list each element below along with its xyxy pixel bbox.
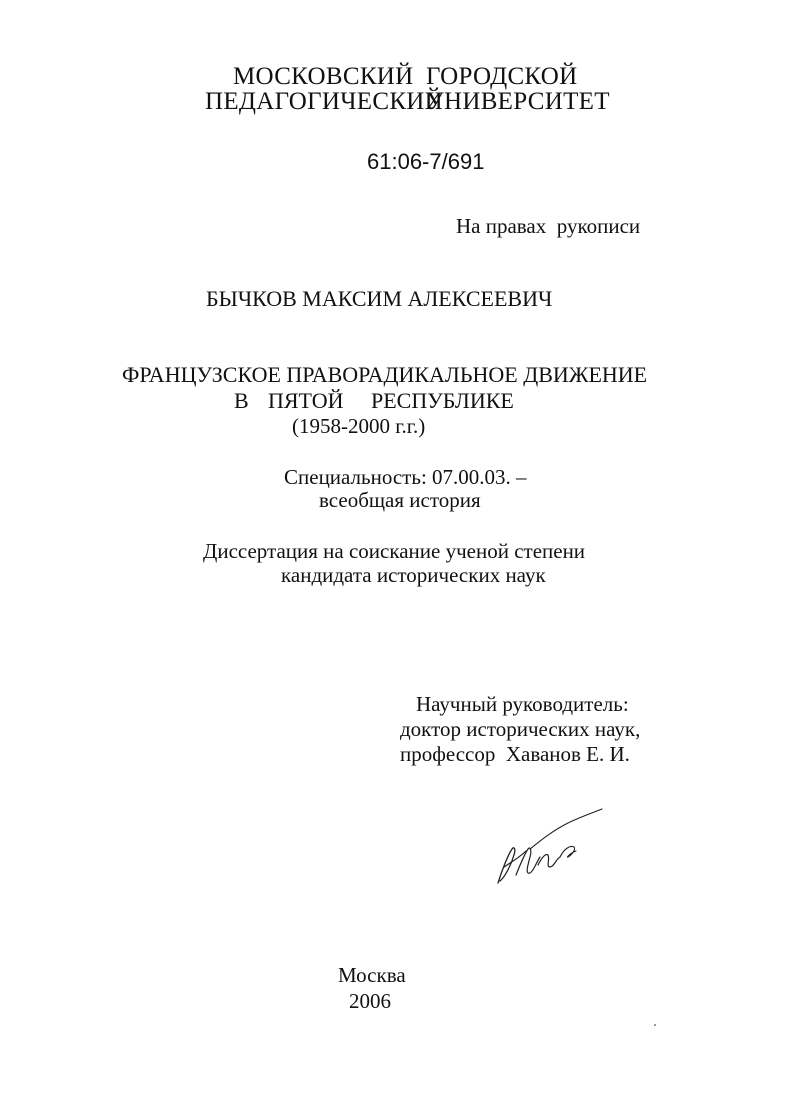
manuscript-note: На правах рукописи <box>456 214 641 238</box>
specialty-line-2: всеобщая история <box>319 488 481 512</box>
thesis-title-line-1: ФРАНЦУЗСКОЕ ПРАВОРАДИКАЛЬНОЕ ДВИЖЕНИЕ <box>122 362 648 387</box>
supervisor-line-3: профессор Хаванов Е. И. <box>400 742 630 766</box>
scan-speck <box>654 1024 656 1026</box>
supervisor-line-1: Научный руководитель: <box>416 692 629 716</box>
author-name: БЫЧКОВ МАКСИМ АЛЕКСЕЕВИЧ <box>206 286 553 311</box>
thesis-title-line-2-b: ПЯТОЙ <box>268 388 344 413</box>
university-line-2-left: ПЕДАГОГИЧЕСКИЙ <box>205 88 444 115</box>
degree-line-1: Диссертация на соискание ученой степени <box>203 539 586 563</box>
specialty-line-1: Специальность: 07.00.03. – <box>284 465 527 489</box>
signature-scribble <box>490 805 610 895</box>
catalog-code: 61:06-7/691 <box>367 149 485 174</box>
thesis-title-line-2-a: В <box>234 388 249 413</box>
year: 2006 <box>349 989 391 1013</box>
university-line-1-left: МОСКОВСКИЙ <box>233 63 414 90</box>
thesis-title-line-2-c: РЕСПУБЛИКЕ <box>371 388 514 413</box>
university-line-2-right: УНИВЕРСИТЕТ <box>426 88 610 115</box>
degree-line-2: кандидата исторических наук <box>281 563 546 587</box>
place: Москва <box>338 963 406 987</box>
supervisor-line-2: доктор исторических наук, <box>400 717 641 741</box>
university-line-1-right: ГОРОДСКОЙ <box>426 63 578 90</box>
thesis-years: (1958-2000 г.г.) <box>292 414 426 438</box>
